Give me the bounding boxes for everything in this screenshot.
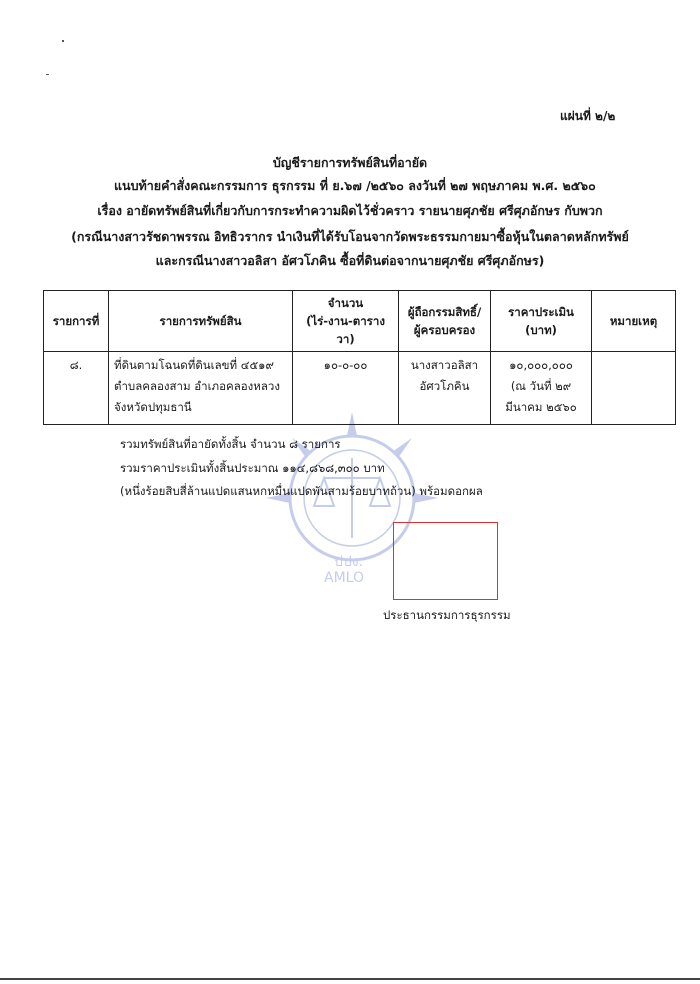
cell-asset-item: ที่ดินตามโฉนดที่ดินเลขที่ ๔๕๑๙ ตำบลคลองสาม อำเภอคลองหลวง จังหวัดปทุมธานี	[109, 352, 293, 425]
sheet-number: แผ่นที่ ๒/๒	[560, 109, 616, 123]
summary-total-items: รวมทรัพย์สินที่อายัดทั้งสิ้น จำนวน ๘ รายการ	[120, 437, 341, 451]
subject-line: เรื่อง อายัดทรัพย์สินที่เกี่ยวกับการกระทำความผิดไว้ชั่วคราว รายนายศุภชัย ศรีศุภอักษร กับพวก	[97, 203, 603, 218]
seal-text-amlo: AMLO	[324, 570, 364, 586]
header-owner: ผู้ถือกรรมสิทธิ์/ ผู้ครอบครอง	[399, 291, 491, 352]
table-header-row	[44, 291, 676, 352]
scan-speck	[62, 40, 64, 42]
cell-appraised-price: ๑๐,๐๐๐,๐๐๐ (ณ วันที่ ๒๙ มีนาคม ๒๕๖๐	[491, 352, 592, 425]
summary-total-value: รวมราคาประเมินทั้งสิ้นประมาณ ๑๑๔,๘๖๘,๓๐๐ บาท	[120, 461, 385, 475]
case-description-line-1: (กรณีนางสาวรัชดาพรรณ อิทธิวรากร นำเงินที่ได้รับโอนจากวัดพระธรรมกายมาซื้อหุ้นในตลาดหลักทรัพย์	[71, 229, 629, 244]
header-item-no: รายการที่	[44, 291, 109, 352]
case-description-line-2: และกรณีนางสาวอลิสา อัศวโภคิน ซื้อที่ดินต่อจากนายศุภชัย ศรีศุภอักษร)	[155, 253, 545, 268]
order-reference-line: แนบท้ายคำสั่งคณะกรรมการ ธุรกรรม ที่ ย.๖๗ /๒๕๖๐ ลงวันที่ ๒๗ พฤษภาคม พ.ศ. ๒๕๖๐	[114, 178, 596, 193]
table-row	[44, 352, 676, 425]
seal-text-thai: ปปง.	[334, 554, 364, 570]
cell-item-no: ๘.	[44, 352, 109, 425]
header-appraised-price: ราคาประเมิน (บาท)	[491, 291, 592, 352]
cell-area: ๑๐-๐-๐๐	[293, 352, 399, 425]
cell-owner: นางสาวอลิสา อัศวโภคิน	[399, 352, 491, 425]
summary-value-in-words: (หนึ่งร้อยสิบสี่ล้านแปดแสนหกหมื่นแปดพันสามร้อยบาทถ้วน) พร้อมดอกผล	[120, 484, 483, 498]
cell-remarks	[592, 352, 676, 425]
header-remarks: หมายเหตุ	[592, 291, 676, 352]
page-bottom-border	[0, 978, 700, 980]
signature-caption: ประธานกรรมการธุรกรรม	[383, 608, 511, 622]
header-area: จำนวน (ไร่-งาน-ตารางวา)	[293, 291, 399, 352]
scan-speck	[46, 74, 49, 75]
header-asset-item: รายการทรัพย์สิน	[109, 291, 293, 352]
redacted-signature-box	[393, 522, 498, 600]
asset-table	[43, 290, 676, 425]
document-title: บัญชีรายการทรัพย์สินที่อายัด	[272, 155, 428, 170]
